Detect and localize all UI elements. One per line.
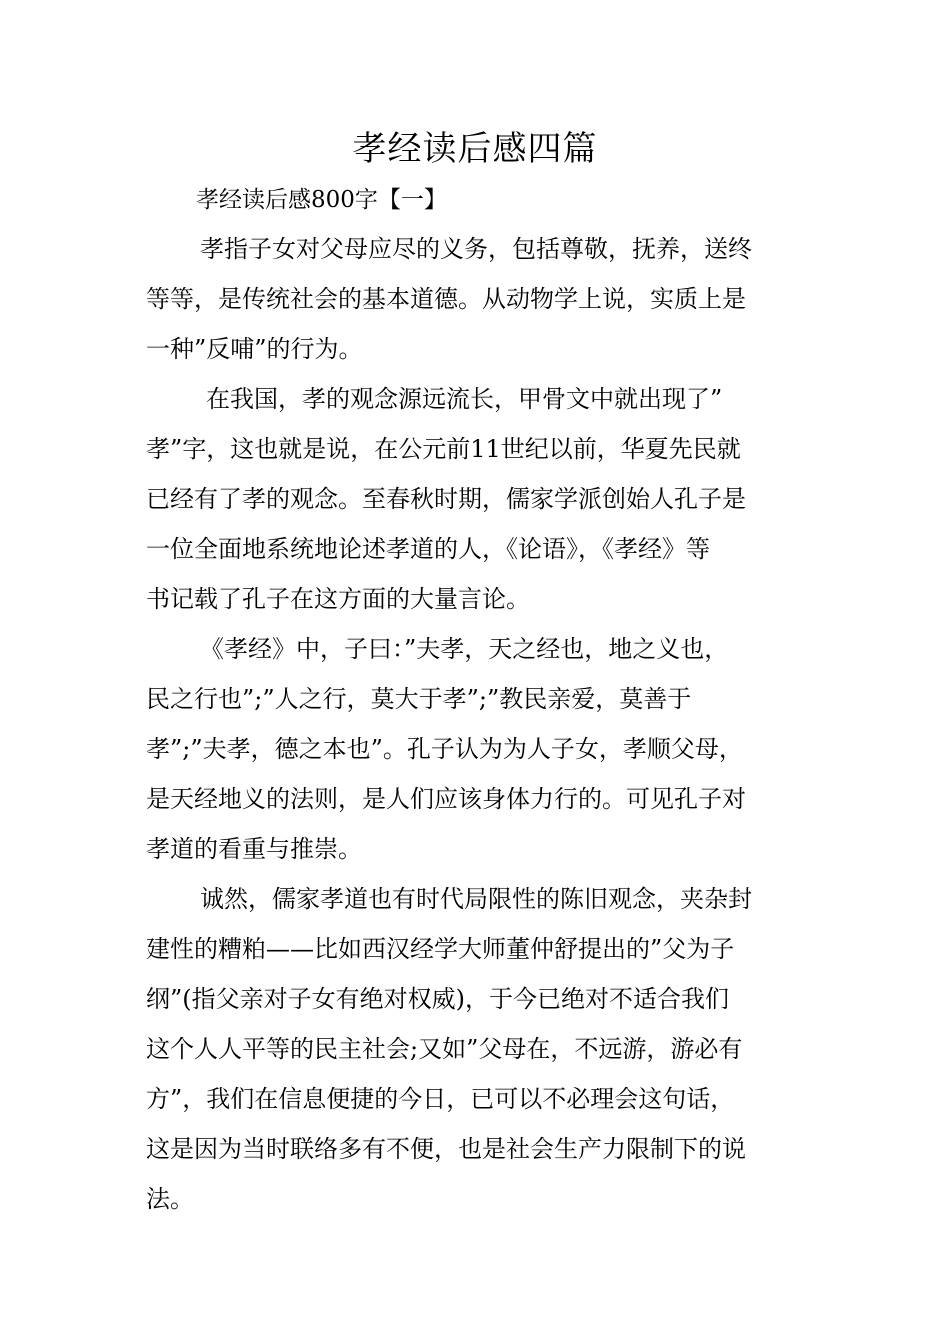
text-line: 《孝经》中，子曰：”夫孝，天之经也，地之义也， [200, 635, 729, 663]
text-line: 孝”字，这也就是说，在公元前11世纪以前，华夏先民就 [146, 435, 741, 463]
document-body [146, 224, 826, 1224]
text-line: 法。 [146, 1185, 194, 1213]
text-line: 方”，我们在信息便捷的今日，已可以不必理会这句话， [146, 1085, 735, 1113]
text-line: 孝”;”夫孝，德之本也”。孔子认为为人子女，孝顺父母， [146, 735, 743, 763]
text-line: 在我国，孝的观念源远流长，甲骨文中就出现了” [206, 385, 723, 413]
text-line: 书记载了孔子在这方面的大量言论。 [146, 585, 530, 613]
text-line: 诚然，儒家孝道也有时代局限性的陈旧观念，夹杂封 [200, 885, 752, 913]
text-line: 是天经地义的法则，是人们应该身体力行的。可见孔子对 [146, 785, 746, 813]
text-line: 建性的糟粕——比如西汉经学大师董仲舒提出的”父为子 [146, 935, 735, 963]
paragraph-2 [146, 374, 826, 624]
text-line: 民之行也”;”人之行，莫大于孝”;”教民亲爱，莫善于 [146, 685, 692, 713]
paragraph-1 [146, 224, 826, 374]
text-line: 孝指子女对父母应尽的义务，包括尊敬，抚养，送终 [200, 235, 752, 263]
document-title: 孝经读后感四篇 [352, 129, 598, 169]
text-line: 一种”反哺”的行为。 [146, 335, 363, 363]
text-line: 孝道的看重与推崇。 [146, 835, 362, 863]
text-line: 这是因为当时联络多有不便，也是社会生产力限制下的说 [146, 1135, 746, 1163]
text-line: 这个人人平等的民主社会;又如”父母在，不远游，游必有 [146, 1035, 743, 1063]
text-line: 一位全面地系统地论述孝道的人，《论语》，《孝经》等 [146, 535, 710, 563]
text-line: 已经有了孝的观念。至春秋时期，儒家学派创始人孔子是 [146, 485, 746, 513]
section-heading: 孝经读后感800字【一】 [196, 187, 447, 213]
text-line: 纲”(指父亲对子女有绝对权威)，于今已绝对不适合我们 [146, 985, 729, 1013]
text-line: 等等，是传统社会的基本道德。从动物学上说，实质上是 [146, 285, 746, 313]
paragraph-4 [146, 874, 826, 1224]
paragraph-3 [146, 624, 826, 874]
